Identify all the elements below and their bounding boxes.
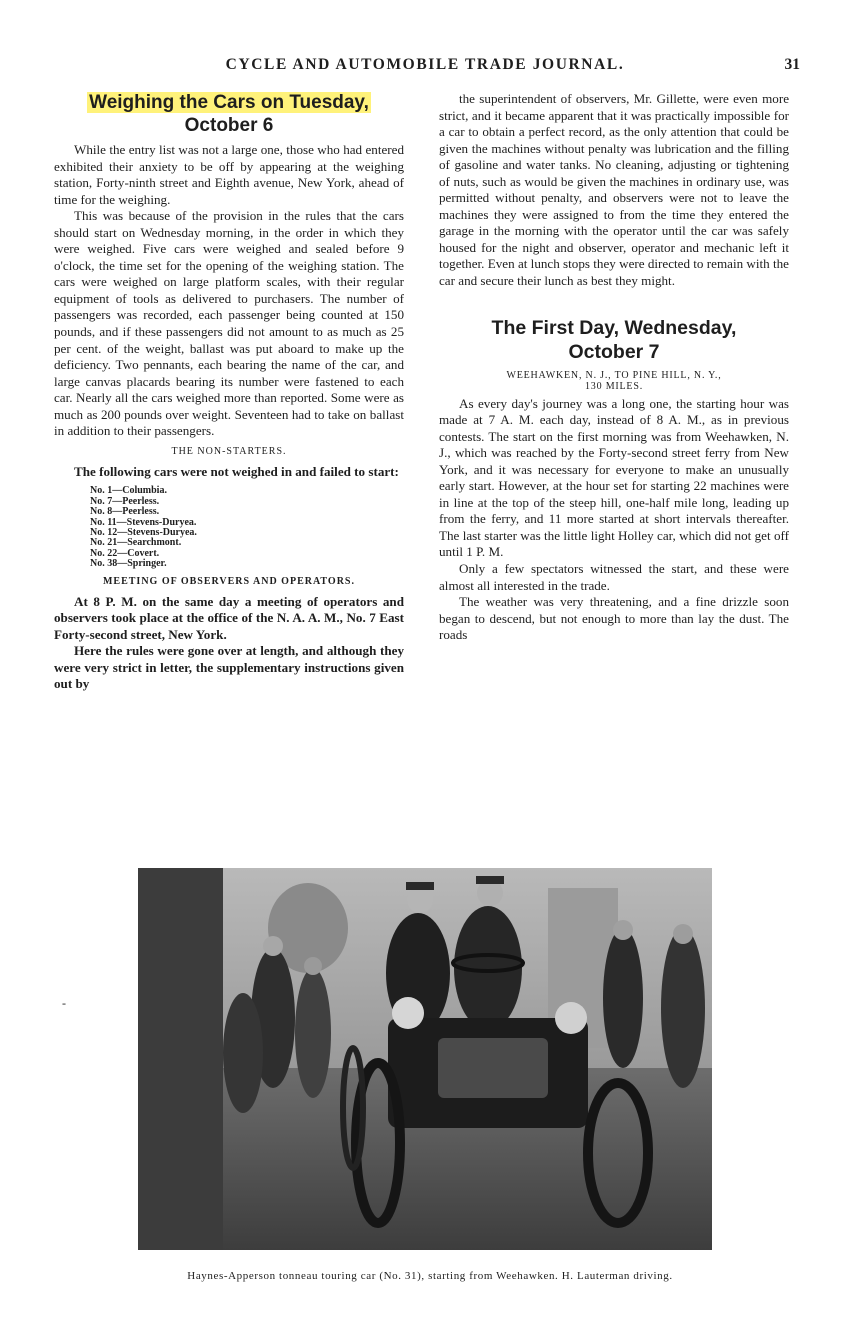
section-subhead: MEETING OF OBSERVERS AND OPERATORS. xyxy=(102,575,355,587)
heading-line-2: October 6 xyxy=(184,115,274,136)
list-item: No. 21—Searchmont. xyxy=(90,537,182,549)
heading-line-1: The First Day, Wednesday, xyxy=(491,316,737,339)
paragraph: Only a few spectators witnessed the start, and these were almost all interested in the trade. xyxy=(439,561,789,593)
right-column xyxy=(439,91,789,644)
non-starters-list xyxy=(90,486,404,569)
paragraph: Here the rules were gone over at length, and although they were very strict in letter, the supplementary instructions given out by xyxy=(54,643,404,692)
list-item: No. 7—Peerless. xyxy=(90,495,160,507)
list-item: No. 8—Peerless. xyxy=(90,506,160,518)
list-item: No. 12—Stevens-Duryea. xyxy=(90,527,197,539)
paragraph: the superintendent of observers, Mr. Gillette, were even more strict, and it became apparent that it was practically impossible for a car to obtain a perfect record, as the only attention that could be given the machines without penalty was lubrication and the filling of gasoline and water tanks. No cleaning, adjusting or tightening of nuts, such as would be given the machines in ordinary use, was permitted without penalty, and observers were not to leave the machines they were assigned to from the time they entered the garage in the morning with the operator until the car was safely housed for the night and observer, operator and mechanic left it together. Even at lunch stops they were directed to remain with the car and secure their lunch as best they might. xyxy=(439,91,789,289)
photo-caption: Haynes-Apperson tonneau touring car (No. 31), starting from Weehawken. H. Lauterman driving. xyxy=(187,1270,673,1282)
paragraph: The following cars were not weighed in and failed to start: xyxy=(74,463,399,479)
list-item: No. 11—Stevens-Duryea. xyxy=(90,516,197,528)
list-item: No. 22—Covert. xyxy=(90,547,160,559)
paragraph: While the entry list was not a large one, those who had entered exhibited their anxiety to be off by appearing at the weighing station, Forty-ninth street and Eighth avenue, New York, ahead of time for the weighing. xyxy=(54,142,404,207)
paragraph: As every day's journey was a long one, the starting hour was made at 7 A. M. each day, instead of 8 A. M., as in previous contests. The start on the first morning was from Weehawken, N. J., which was reached by the Forty-second street ferry from New York, and it was necessary for everyone to make an unusually early start. However, at the hour set for starting 22 machines were in line at the top of the steep hill, one-half mile long, leading up from the ferry, and 11 more started at short intervals thereafter. The last starter was the little light Holley car, which did not get off until 1 P. M. xyxy=(439,395,789,560)
running-title: CYCLE AND AUTOMOBILE TRADE JOURNAL. xyxy=(225,56,625,73)
list-item: No. 1—Columbia. xyxy=(90,485,167,497)
route-line xyxy=(439,370,789,392)
highlighted-heading-line: Weighing the Cars on Tuesday, xyxy=(89,92,369,113)
route-line-2: 130 MILES. xyxy=(585,380,643,392)
section-subhead: THE NON-STARTERS. xyxy=(171,445,287,457)
route-line-1: WEEHAWKEN, N. J., TO PINE HILL, N. Y., xyxy=(506,369,722,381)
heading-line-2: October 7 xyxy=(568,340,660,363)
page-number: 31 xyxy=(784,56,800,73)
list-item: No. 38—Springer. xyxy=(90,558,167,570)
stray-mark: - xyxy=(62,996,66,1010)
left-column xyxy=(54,91,404,693)
photo-illustration xyxy=(138,868,712,1250)
article-heading xyxy=(439,316,789,364)
paragraph: The weather was very threatening, and a fine drizzle soon began to descend, but not enough to more than lay the dust. The roads xyxy=(439,594,789,643)
photograph xyxy=(138,868,712,1250)
article-heading xyxy=(54,91,404,137)
paragraph: At 8 P. M. on the same day a meeting of operators and observers took place at the office of the N. A. A. M., No. 7 East Forty-second street, New York. xyxy=(54,593,404,642)
paragraph: This was because of the provision in the rules that the cars should start on Wednesday morning, in the order in which they were weighed. Five cars were weighed and sealed before 9 o'clock, the time set for the opening of the weighing station. The cars were weighed on large platform scales, with their regular equipment of tools as delivered to purchasers. The number of passengers was recorded, each passenger being counted at 150 pounds, and if these passengers did not amount to as much as 25 per cent. of the weight, ballast was put aboard to make up the deficiency. Two pennants, each bearing the name of the car, and large canvas placards bearing its number were fastened to each car. Nearly all the cars weighed more than reported. Some were as much as 200 pounds over weight. Seventeen had to take on ballast in addition to their passengers. xyxy=(54,208,404,439)
